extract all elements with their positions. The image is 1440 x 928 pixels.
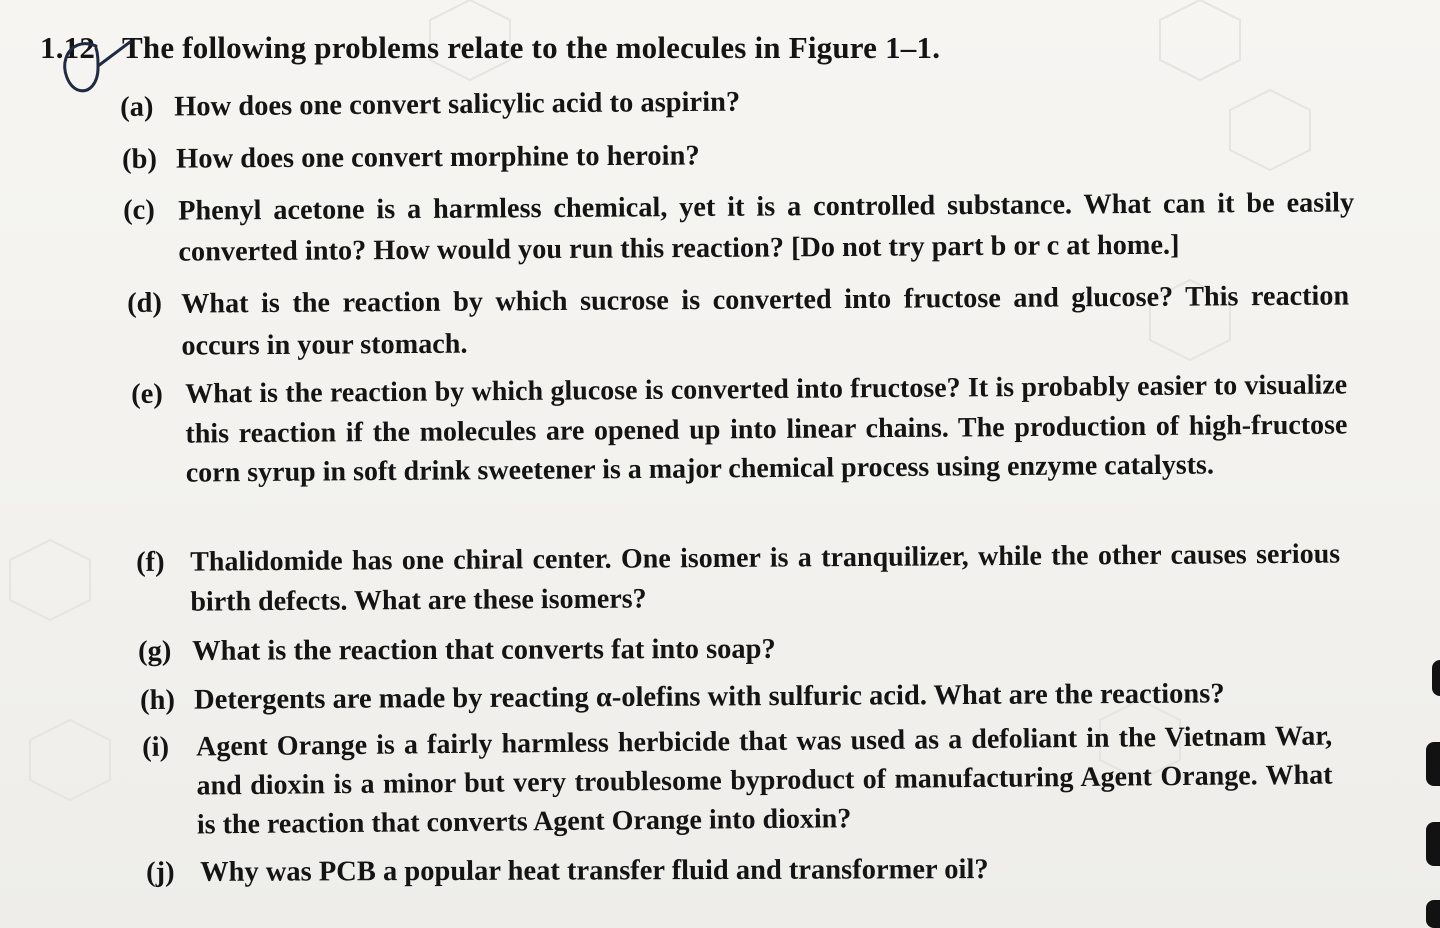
part-d-label: (d)	[127, 287, 163, 319]
part-g-text: What is the reaction that converts fat into soap?	[192, 633, 776, 667]
part-h-label: (h)	[140, 684, 176, 716]
part-b-label: (b)	[122, 143, 158, 175]
part-a-text: How does one convert salicylic acid to aspirin?	[174, 86, 741, 123]
part-g-label: (g)	[138, 635, 172, 667]
part-a-label: (a)	[120, 91, 154, 123]
part-j-text: Why was PCB a popular heat transfer fluid and transformer oil?	[200, 854, 989, 888]
part-c-label: (c)	[123, 194, 155, 226]
part-c	[123, 182, 1356, 273]
part-c-text: Phenyl acetone is a harmless chemical, yet it is a controlled substance. What can it be easily converted into? How would you run this reaction? [Do not try part b or c at home.]	[178, 187, 1355, 268]
part-i-text: Agent Orange is a fairly harmless herbicide that was used as a defoliant in the Vietnam War, and dioxin is a minor but very troublesome byproduct of manufacturing Agent Orange. What is the reaction that converts Agent Orange into dioxin?	[196, 720, 1333, 841]
binder-hole-3	[1426, 822, 1440, 866]
binder-hole-1	[1432, 660, 1440, 696]
problem-header	[40, 30, 940, 66]
part-f-label: (f)	[136, 546, 165, 578]
part-f	[136, 535, 1347, 623]
part-f-text: Thalidomide has one chiral center. One isomer is a tranquilizer, while the other causes serious birth defects. What are these isomers?	[190, 538, 1341, 618]
part-h	[140, 674, 1340, 721]
part-a	[120, 77, 1360, 128]
problem-intro: The following problems relate to the molecules in Figure 1–1.	[122, 30, 941, 65]
part-b-text: How does one convert morphine to heroin?	[176, 140, 700, 175]
problem-number: 1.12	[40, 30, 96, 65]
part-j-label: (j)	[146, 856, 175, 888]
part-i-label: (i)	[142, 731, 170, 763]
part-g	[138, 628, 1338, 672]
binder-hole-2	[1426, 742, 1440, 786]
part-b	[122, 132, 1362, 180]
part-e	[131, 365, 1352, 493]
part-h-text: Detergents are made by reacting α-olefins with sulfuric acid. What are the reactions?	[194, 678, 1225, 716]
binder-hole-4	[1426, 900, 1440, 928]
part-d-text: What is the reaction by which sucrose is converted into fructose and glucose? This reaction occurs in your stomach.	[181, 280, 1350, 362]
part-j	[146, 849, 1336, 893]
part-d	[127, 275, 1352, 368]
part-i	[142, 717, 1339, 845]
part-e-label: (e)	[131, 378, 163, 410]
part-e-text: What is the reaction by which glucose is converted into fructose? It is probably easier to visualize this reaction if the molecules are opened up into linear chains. The production of high-fructose corn syrup in soft drink sweetener is a major chemical process using enzyme catalysts.	[185, 369, 1348, 489]
